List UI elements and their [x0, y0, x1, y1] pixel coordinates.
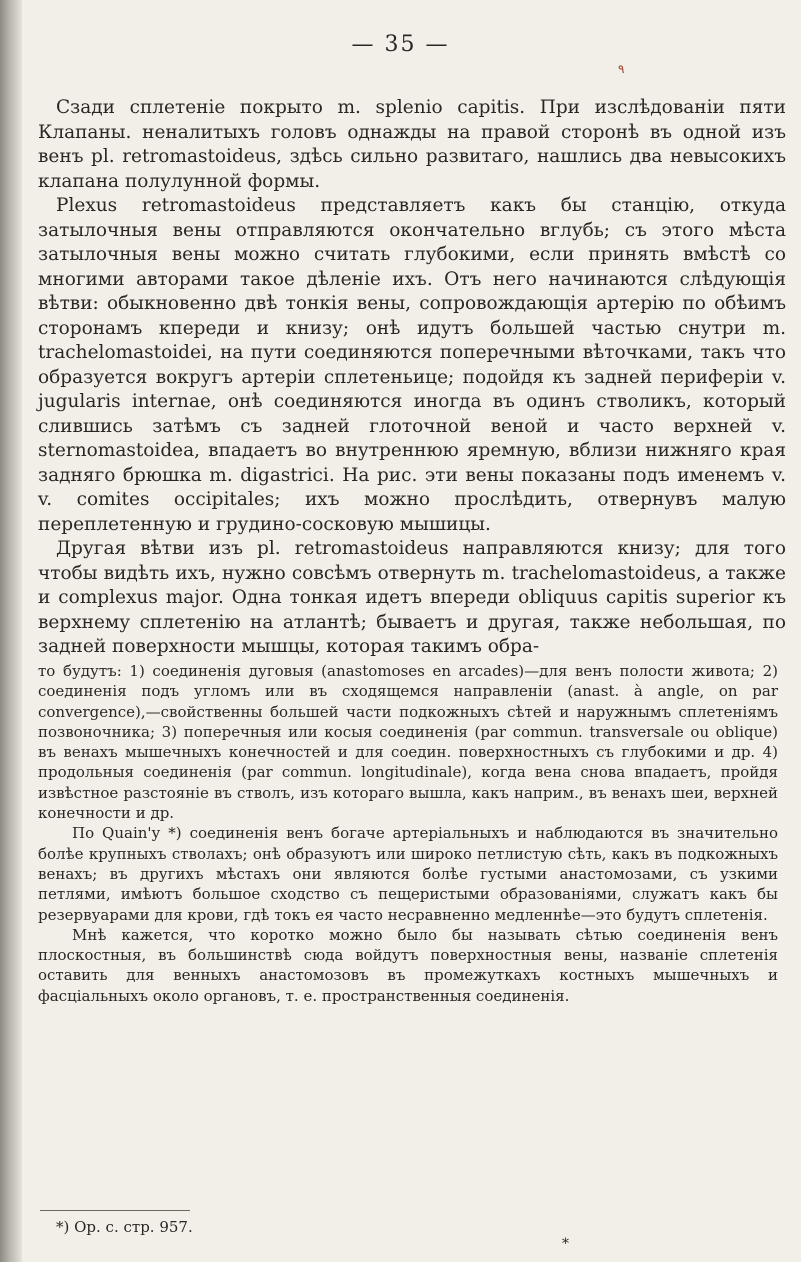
- book-spine-edge: [0, 0, 22, 1262]
- footnote-paragraph-connections: то будутъ: 1) соединенія дуговыя (anastomoses en arcades)—для венъ полости живота; 2) соединенія подъ угломъ или въ сходящемся направленіи (anast. à angle, on par convergence),—свойственны большей части подкожныхъ сѣтей и наружнымъ сплетеніямъ позвоночника; 3) поперечныя или косыя соединенія (par commun. transversale ou oblique) въ венахъ мышечныхъ конечностей и для соедин. поверхностныхъ съ глубокими и др. 4) продольныя соединенія (par commun. longitudinale), когда вена снова впадаетъ, пройдя извѣстное разстояніе въ стволъ, изъ котораго вышла, какъ наприм., въ венахъ шеи, верхней конечности и др.: [38, 662, 778, 823]
- footnote-text-block: [38, 661, 778, 1006]
- ink-mark: ۹: [618, 62, 625, 76]
- footnote-paragraph-opinion: Мнѣ кажется, что коротко можно было бы называть сѣтью соединенія венъ плоскостныя, въ большинствѣ сюда войдутъ поверхностныя вены, названіе сплетенія оставить для венныхъ анастомозовъ въ промежуткахъ костныхъ мышечныхъ и фасціальныхъ около органовъ, т. е. пространственныя соединенія.: [38, 925, 778, 1005]
- paragraph-other-branches: Другая вѣтви изъ pl. retromastoideus направляются книзу; для того чтобы видѣть ихъ, нужно совсѣмъ отвернуть m. trachelomastoideus, а также и complexus major. Одна тонкая идетъ впереди obliquus capitis superior къ верхнему сплетенію на атлантѣ; бываетъ и другая, также небольшая, по задней поверхности мышцы, которая такимъ обра-: [38, 538, 786, 657]
- footnote-paragraph-quain: По Quain'у *) соединенія венъ богаче артеріальныхъ и наблюдаются въ значительно болѣе крупныхъ стволахъ; онѣ образуютъ или широко петлистую сѣть, какъ въ подкожныхъ венахъ; въ другихъ мѣстахъ они являются болѣе густыми анастомозами, съ узкими петлями, имѣютъ большое сходство съ пещеристыми образованіями, служатъ какъ бы резервуарами для крови, гдѣ токъ ея часто несравненно медленнѣе—это будутъ сплетенія.: [38, 824, 778, 924]
- footnote-divider: [40, 1210, 190, 1211]
- paragraph-valves: Сзади сплетеніе покрыто m. splenio capitis. При изслѣдованіи пяти Клапаны. неналитыхъ головъ однажды на правой сторонѣ въ одной изъ венъ pl. retromastoideus, здѣсь сильно развитаго, нашлись два невысокихъ клапана полулунной формы.: [38, 97, 786, 192]
- paragraph-plexus-retromastoideus: Plexus retromastoideus представляетъ какъ бы станцію, откуда затылочныя вены отправляются окончательно вглубь; съ этого мѣста затылочныя вены можно считать глубокими, если принять вмѣстѣ со многими авторами такое дѣленіе ихъ. Отъ него начинаются слѣдующія вѣтви: обыкновенно двѣ тонкія вены, сопровождающія артерію по обѣимъ сторонамъ кпереди и книзу; онѣ идутъ большей частью снутри m. trachelomastoidei, на пути соединяются поперечными вѣточками, такъ что образуется вокругъ артеріи сплетеньице; подойдя къ задней периферіи v. jugularis internae, онѣ соединяются иногда въ одинъ стволикъ, который слившись затѣмъ съ задней глоточной веной и часто верхней v. sternomastoidea, впадаетъ во внутреннюю яремную, вблизи нижняго края задняго брюшка m. digastrici. На рис. эти вены показаны подъ именемъ v. v. comites occipitales; ихъ можно прослѣдить, отвернувъ малую переплетенную и грудино-сосковую мышицы.: [38, 195, 786, 535]
- main-text-body: [38, 96, 786, 660]
- footnote-reference: *) Op. c. стр. 957.: [56, 1218, 193, 1236]
- signature-mark: *: [562, 1236, 569, 1252]
- page-number: — 35 —: [351, 32, 450, 57]
